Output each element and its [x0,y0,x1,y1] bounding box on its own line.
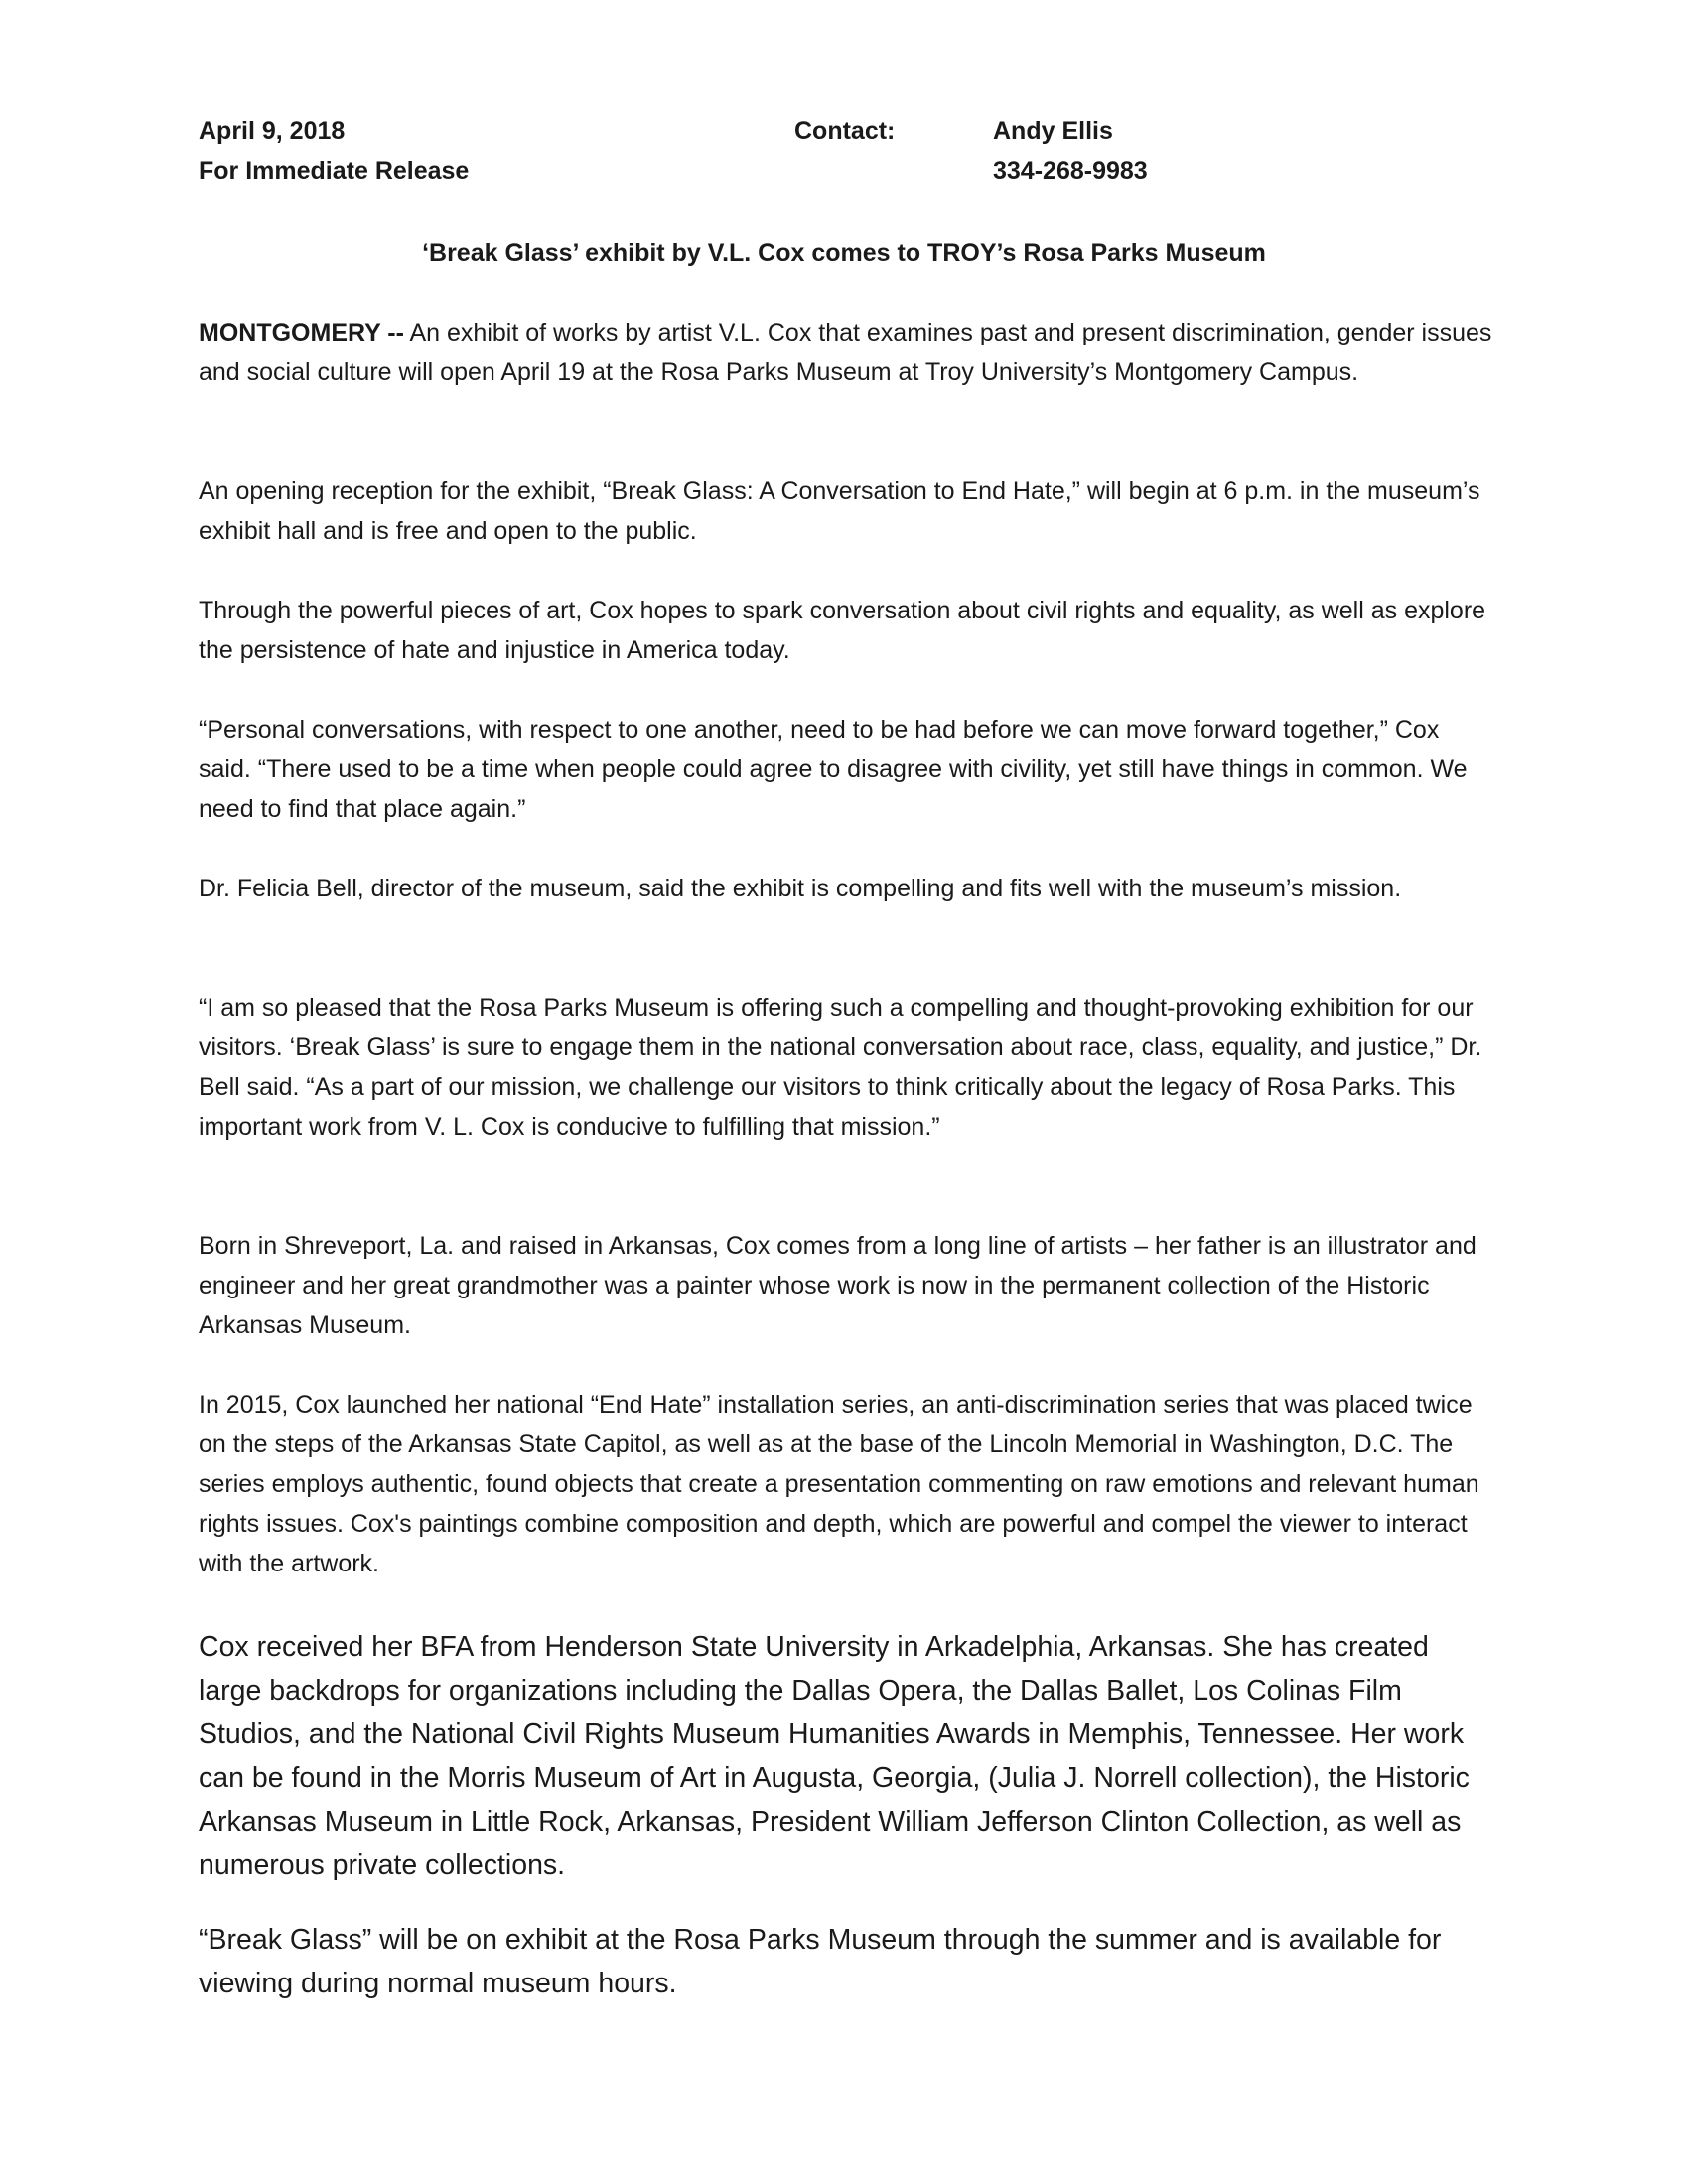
paragraph-background: Born in Shreveport, La. and raised in Arkansas, Cox comes from a long line of artists – her father is an illustrator and engineer and her great grandmother was a painter whose work is now in the permanent collection of the Historic Arkansas Museum. [199,1232,1477,1339]
paragraph-end-hate-series: In 2015, Cox launched her national “End Hate” installation series, an anti-discrimination series that was placed twice on the steps of the Arkansas State Capitol, as well as at the base of the Lincoln Memorial in Washington, D.C. The series employs authentic, found objects that create a presentation commenting on raw emotions and relevant human rights issues. Cox's paintings combine composition and depth, which are powerful and compel the viewer to interact with the artwork. [199,1391,1479,1577]
paragraph-exhibit-dates: “Break Glass” will be on exhibit at the Rosa Parks Museum through the summer and is available for viewing during normal museum hours. [199,1924,1442,1999]
release-status: For Immediate Release [199,157,470,185]
paragraph-purpose: Through the powerful pieces of art, Cox hopes to spark conversation about civil rights and equality, as well as explore the persistence of hate and injustice in America today. [199,597,1486,664]
headline: ‘Break Glass’ exhibit by V.L. Cox comes to TROY’s Rosa Parks Museum [422,239,1266,267]
paragraph-reception: An opening reception for the exhibit, “Break Glass: A Conversation to End Hate,” will begin at 6 p.m. in the museum’s exhibit hall and is free and open to the public. [199,478,1480,545]
paragraph-intro [199,313,1494,392]
dateline: MONTGOMERY -- [199,319,404,346]
paragraph-director: Dr. Felicia Bell, director of the museum, said the exhibit is compelling and fits well with the museum’s mission. [199,875,1402,902]
contact-name: Andy Ellis [993,117,1113,145]
paragraph-intro-text: An exhibit of works by artist V.L. Cox that examines past and present discrimination, gender issues and social culture will open April 19 at the Rosa Parks Museum at Troy University’s Montgomery Campus. [199,319,1492,386]
contact-phone: 334-268-9983 [993,157,1148,185]
paragraph-cox-quote: “Personal conversations, with respect to one another, need to be had before we can move forward together,” Cox said. “There used to be a time when people could agree to disagree with civility, yet still have things in common. We need to find that place again.” [199,716,1468,823]
release-date: April 9, 2018 [199,117,346,145]
paragraph-director-quote: “I am so pleased that the Rosa Parks Museum is offering such a compelling and thought-provoking exhibition for our visitors. ‘Break Glass’ is sure to engage them in the national conversation about race, class, equality, and justice,” Dr. Bell said. “As a part of our mission, we challenge our visitors to think critically about the legacy of Rosa Parks. This important work from V. L. Cox is conducive to fulfilling that mission.” [199,994,1482,1141]
contact-label: Contact: [794,117,896,145]
paragraph-education: Cox received her BFA from Henderson State University in Arkadelphia, Arkansas. She has created large backdrops for organizations including the Dallas Opera, the Dallas Ballet, Los Colinas Film Studios, and the National Civil Rights Museum Humanities Awards in Memphis, Tennessee. Her work can be found in the Morris Museum of Art in Augusta, Georgia, (Julia J. Norrell collection), the Historic Arkansas Museum in Little Rock, Arkansas, President William Jefferson Clinton Collection, as well as numerous private collections. [199,1631,1470,1881]
